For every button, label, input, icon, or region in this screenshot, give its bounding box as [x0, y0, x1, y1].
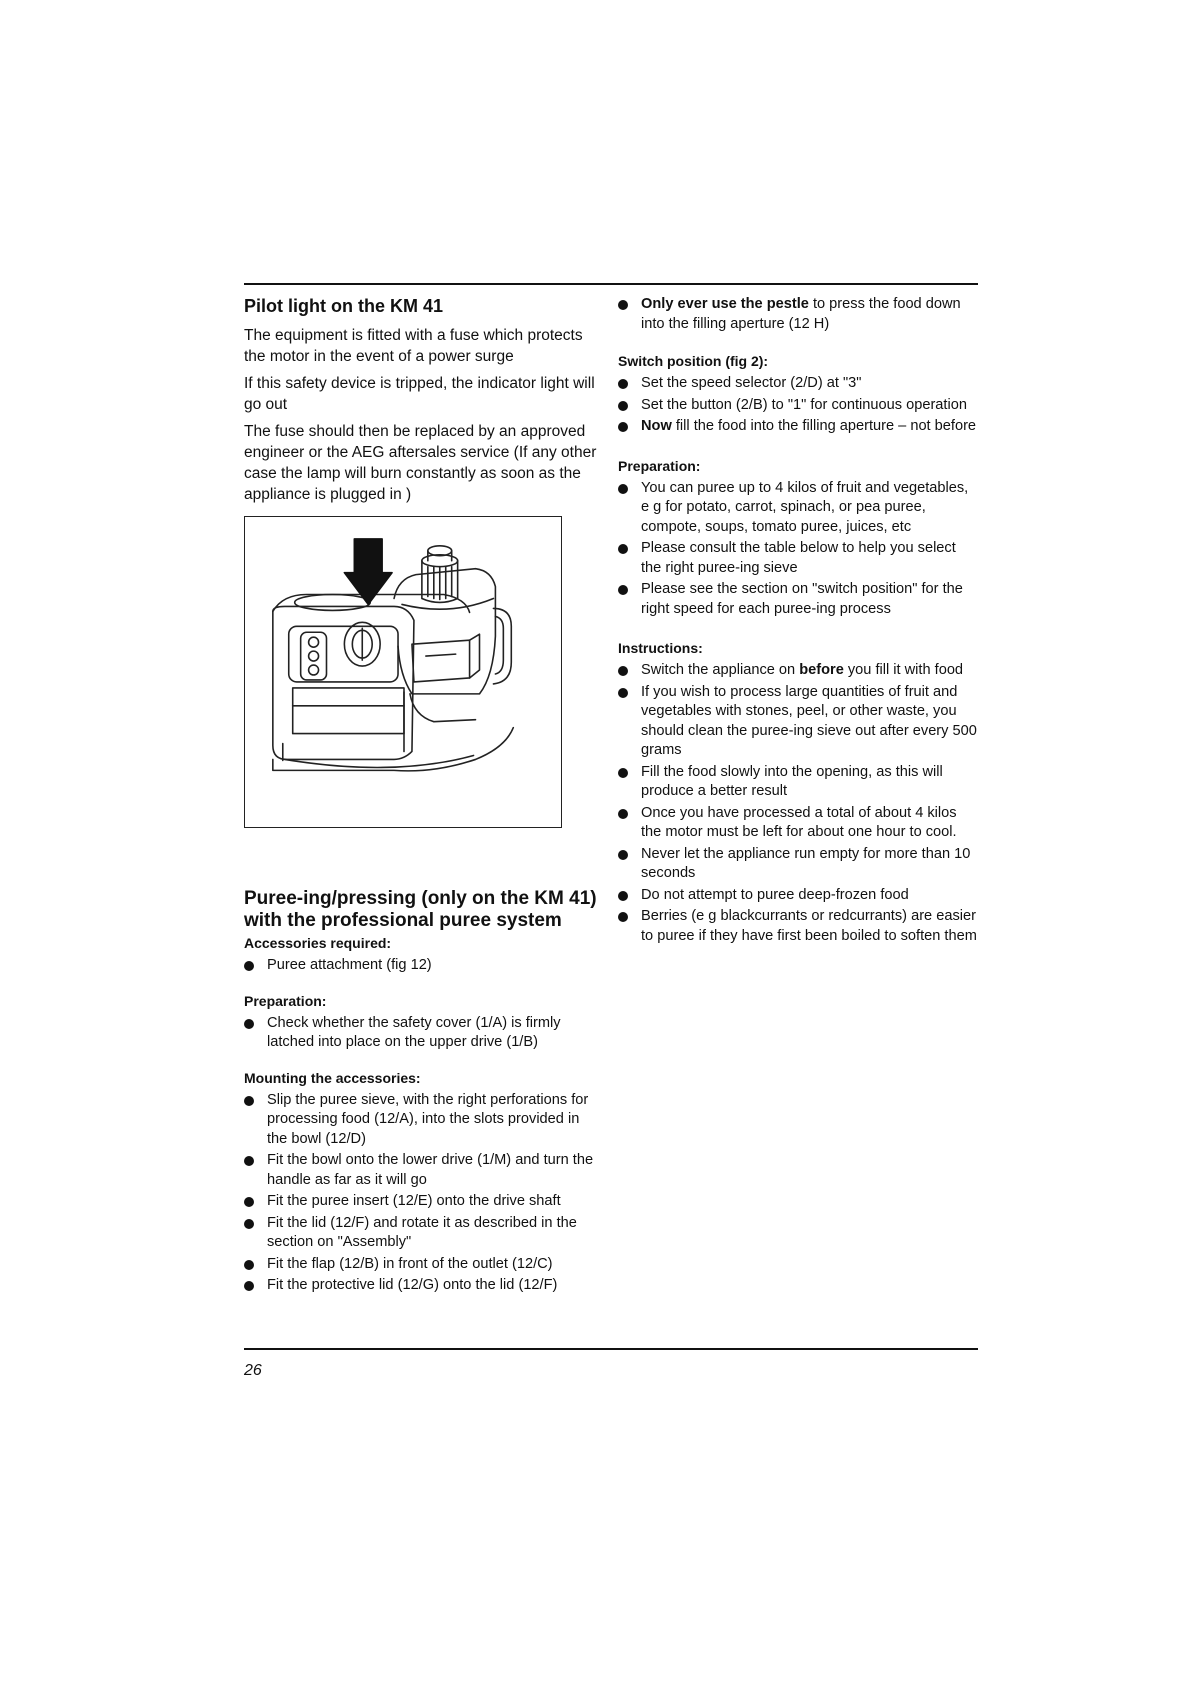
- list-item: Never let the appliance run empty for more than 10 seconds: [618, 845, 980, 884]
- right-preparation-label: Preparation:: [618, 457, 701, 474]
- list-item: Now fill the food into the filling aperture – not before: [618, 417, 980, 437]
- list-item: Fit the puree insert (12/E) onto the drive shaft: [244, 1192, 600, 1212]
- bullet-icon: [618, 891, 628, 901]
- list-item: Set the speed selector (2/D) at "3": [618, 374, 980, 394]
- list-item: Switch the appliance on before you fill it with food: [618, 661, 980, 681]
- list-item: Berries (e g blackcurrants or redcurrants) are easier to puree if they have first been boiled to soften them: [618, 907, 980, 946]
- instructions-label: Instructions:: [618, 640, 703, 656]
- list-item: Only ever use the pestle to press the food down into the filling aperture (12 H): [618, 295, 980, 334]
- bullet-icon: [618, 912, 628, 922]
- bullet-icon: [618, 809, 628, 819]
- bullet-icon: [618, 401, 628, 411]
- list-item: Please see the section on "switch position" for the right speed for each puree-ing process: [618, 580, 980, 619]
- bullet-icon: [244, 1156, 254, 1166]
- list-item: Set the button (2/B) to "1" for continuous operation: [618, 396, 980, 416]
- mounting-label: Mounting the accessories:: [244, 1069, 421, 1086]
- puree-section: [244, 888, 600, 1312]
- pestle-list: [618, 295, 980, 334]
- list-item: Check whether the safety cover (1/A) is firmly latched into place on the upper drive (1/B): [244, 1014, 600, 1053]
- top-rule: [244, 283, 978, 285]
- bullet-icon: [618, 585, 628, 595]
- bullet-icon: [618, 544, 628, 554]
- bottom-rule: [244, 1348, 978, 1350]
- bullet-icon: [618, 422, 628, 432]
- bullet-icon: [244, 961, 254, 971]
- list-item: Fit the bowl onto the lower drive (1/M) and turn the handle as far as it will go: [244, 1151, 600, 1190]
- list-item: Puree attachment (fig 12): [244, 956, 600, 976]
- accessories-label: Accessories required:: [244, 935, 392, 951]
- bullet-icon: [244, 1219, 254, 1229]
- list-item: Fit the flap (12/B) in front of the outlet (12/C): [244, 1255, 600, 1275]
- switch-position-label: Switch position (fig 2):: [618, 353, 769, 369]
- list-item: If you wish to process large quantities of fruit and vegetables with stones, peel, or other waste, you should clean the puree-ing sieve out after every 500 grams: [618, 683, 980, 761]
- switch-position-list: [618, 374, 980, 437]
- bullet-icon: [244, 1019, 254, 1029]
- list-item: Fit the lid (12/F) and rotate it as described in the section on "Assembly": [244, 1214, 600, 1253]
- mounting-list: [244, 1091, 600, 1296]
- pilot-paragraph-1: The equipment is fitted with a fuse which protects the motor in the event of a power surge: [244, 327, 583, 365]
- list-item: Slip the puree sieve, with the right perforations for processing food (12/A), into the slots provided in the bowl (12/D): [244, 1091, 600, 1150]
- pilot-light-section: [244, 295, 600, 511]
- right-preparation-list: [618, 479, 980, 620]
- bullet-icon: [618, 688, 628, 698]
- left-preparation-list: [244, 1014, 600, 1053]
- bullet-icon: [618, 768, 628, 778]
- appliance-illustration: [244, 516, 562, 828]
- list-item: Please consult the table below to help you select the right puree-ing sieve: [618, 539, 980, 578]
- list-item: Do not attempt to puree deep-frozen food: [618, 886, 980, 906]
- accessories-list: [244, 956, 600, 976]
- right-column: [618, 295, 980, 962]
- puree-heading: Puree-ing/pressing (only on the KM 41) with the professional puree system: [244, 888, 597, 931]
- bullet-icon: [618, 379, 628, 389]
- bullet-icon: [618, 484, 628, 494]
- list-item: Fill the food slowly into the opening, as this will produce a better result: [618, 763, 980, 802]
- bullet-icon: [244, 1096, 254, 1106]
- page-number: 26: [244, 1362, 262, 1379]
- list-item: Once you have processed a total of about 4 kilos the motor must be left for about one hour to cool.: [618, 804, 980, 843]
- pilot-paragraph-3: The fuse should then be replaced by an approved engineer or the AEG aftersales service (If any other case the lamp will burn constantly as soon as the appliance is plugged in ): [244, 423, 597, 503]
- bullet-icon: [244, 1197, 254, 1207]
- bullet-icon: [244, 1281, 254, 1291]
- list-item: You can puree up to 4 kilos of fruit and vegetables, e g for potato, carrot, spinach, or pea puree, compote, soups, tomato puree, juices, etc: [618, 479, 980, 538]
- pilot-paragraph-2: If this safety device is tripped, the indicator light will go out: [244, 375, 595, 413]
- list-item: Fit the protective lid (12/G) onto the lid (12/F): [244, 1276, 600, 1296]
- bullet-icon: [244, 1260, 254, 1270]
- bullet-icon: [618, 300, 628, 310]
- bullet-icon: [618, 666, 628, 676]
- pilot-light-heading: Pilot light on the KM 41: [244, 296, 443, 316]
- bullet-icon: [618, 850, 628, 860]
- left-preparation-label: Preparation:: [244, 992, 327, 1009]
- instructions-list: [618, 661, 980, 946]
